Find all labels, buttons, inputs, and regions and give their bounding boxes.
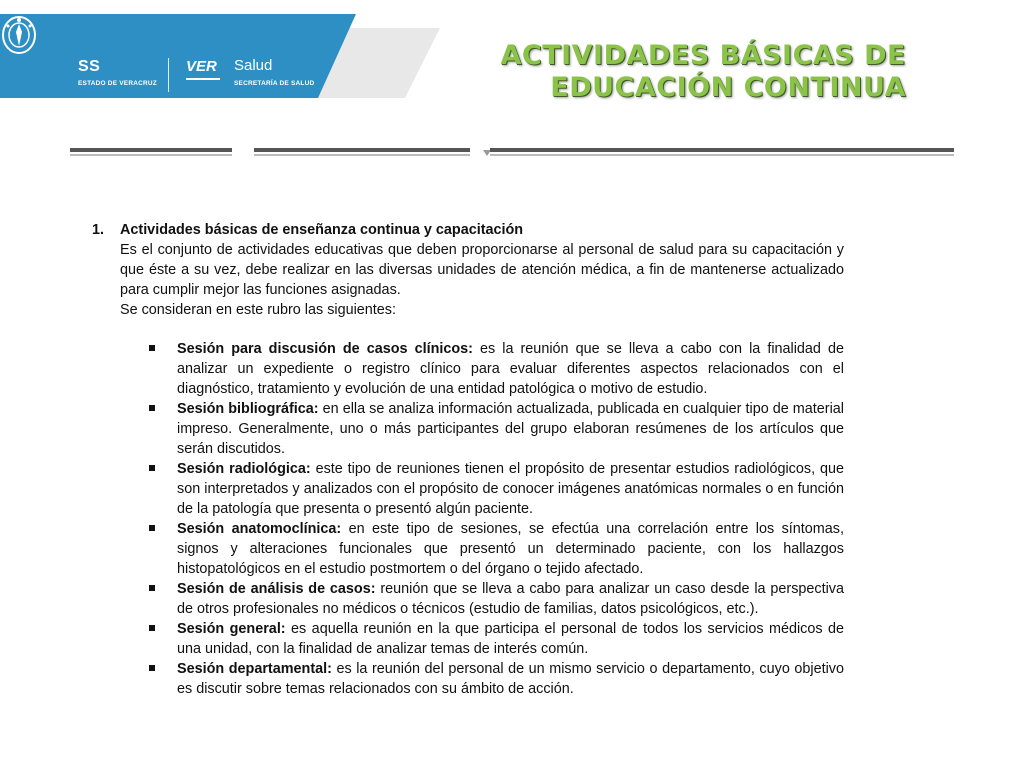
item-term: Sesión anatomoclínica: [177, 521, 342, 537]
bullet-icon [149, 625, 155, 631]
item-term: Sesión para discusión de casos clínicos: [177, 341, 473, 357]
activities-list [147, 339, 844, 699]
item-term: Sesión departamental: [177, 661, 332, 677]
slide-title-line2: EDUCACIÓN CONTINUA [550, 72, 906, 103]
slide-title-line1: ACTIVIDADES BÁSICAS DE [500, 40, 906, 71]
slide-title [500, 40, 906, 104]
banner-shape [0, 14, 440, 100]
brand-divider [168, 58, 169, 92]
item-text: es aquella reunión en la que participa el personal de todos los servicios médicos de una unidad, con la finalidad de analizar temas de interés común. [177, 621, 844, 657]
bullet-icon [149, 345, 155, 351]
brand-ver: VER [186, 58, 217, 75]
item-term: Sesión de análisis de casos: [177, 581, 376, 597]
list-item [147, 519, 844, 579]
brand-ss-subtitle: ESTADO DE VERACRUZ [78, 80, 157, 87]
state-seal-icon [0, 14, 38, 56]
brand-ss: SS [78, 58, 101, 75]
item-text: en ella se analiza información actualizada, publicada en cualquier tipo de material impreso. Generalmente, uno o más participantes del grupo elaboran resúmenes de los artículos que serán discutidos. [177, 401, 844, 457]
section-number: 1. [92, 222, 105, 238]
item-text: es la reunión que se lleva a cabo con la finalidad de analizar un expediente o registro clínico para evaluar diferentes aspectos relacionados con el diagnóstico, tratamiento y evolución de una entidad patológica o motivo de estudio. [177, 341, 844, 397]
item-text: es la reunión del personal de un mismo servicio o departamento, cuyo objetivo es discutir sobre temas relacionados con su ámbito de acción. [177, 661, 844, 697]
item-text: en este tipo de sesiones, se efectúa una correlación entre los síntomas, signos y alteraciones funcionales que presentó un determinado paciente, con los hallazgos histopatológicos en el estudio postmortem o del órgano o tejido afectado. [177, 521, 844, 577]
item-term: Sesión radiológica: [177, 461, 311, 477]
document-body [92, 220, 844, 699]
bullet-icon [149, 405, 155, 411]
brand-ver-underline [186, 78, 220, 80]
list-item [147, 399, 844, 459]
intro-lead: Se consideran en este rubro las siguientes: [120, 302, 396, 318]
brand-salud-subtitle: SECRETARÍA DE SALUD [234, 80, 315, 87]
brand-salud: Salud [234, 57, 273, 74]
bullet-icon [149, 585, 155, 591]
list-item [147, 619, 844, 659]
section-title: Actividades básicas de enseñanza continua y capacitación [120, 222, 524, 238]
bullet-icon [149, 665, 155, 671]
header-rules [70, 146, 954, 160]
intro-paragraph: Es el conjunto de actividades educativas que deben proporcionarse al personal de salud para su capacitación y que éste a su vez, debe realizar en las diversas unidades de atención médica, a fin de mantenerse actualizado para cumplir mejor las funciones asignadas. [120, 242, 844, 298]
list-item [147, 659, 844, 699]
header-banner [0, 14, 440, 100]
list-item [147, 459, 844, 519]
list-item [147, 339, 844, 399]
item-term: Sesión bibliográfica: [177, 401, 319, 417]
item-text: este tipo de reuniones tienen el propósito de presentar estudios radiológicos, que son interpretados y analizados con el propósito de conocer imágenes anatómicas normales o en función de la patología que presenta o presentó algún paciente. [177, 461, 844, 517]
bullet-icon [149, 465, 155, 471]
section-heading [92, 220, 844, 240]
bullet-icon [149, 525, 155, 531]
item-text: reunión que se lleva a cabo para analizar un caso desde la perspectiva de otros profesionales no médicos o técnicos (estudio de familias, datos psicológicos, etc.). [177, 581, 844, 617]
list-item [147, 579, 844, 619]
item-term: Sesión general: [177, 621, 286, 637]
